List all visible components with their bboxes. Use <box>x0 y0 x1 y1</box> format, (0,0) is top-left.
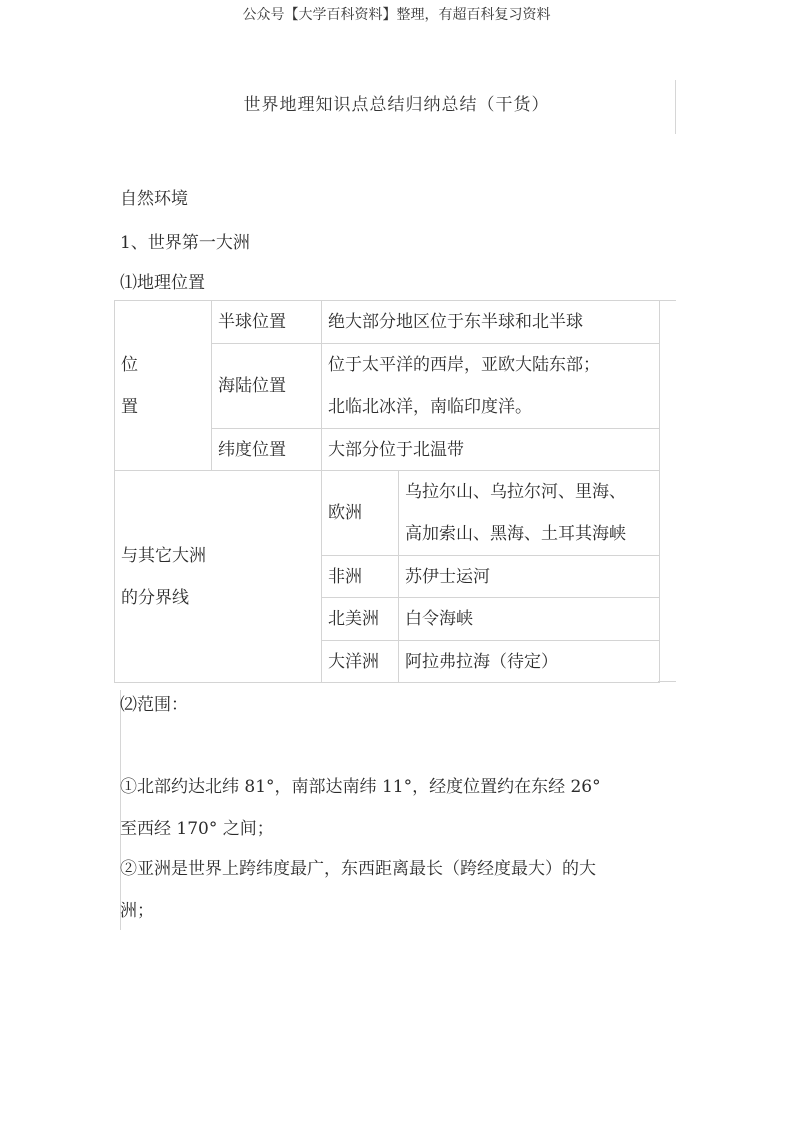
table-edge-top <box>658 300 676 301</box>
paragraph-line: ①北部约达北纬 81°，南部达南纬 11°，经度位置约在东经 26° <box>120 777 601 797</box>
boundary-value: 苏伊士运河 <box>399 556 660 598</box>
position-group-label: 位 置 <box>115 301 212 471</box>
section-heading: 自然环境 <box>120 189 188 209</box>
continent-name: 大洋洲 <box>322 641 399 683</box>
table-row <box>115 301 660 344</box>
boundary-group-label: 与其它大洲 的分界线 <box>115 471 322 683</box>
paragraph-line: 至西经 170° 之间； <box>120 819 274 839</box>
row-value: 大部分位于北温带 <box>322 429 660 471</box>
row-value: 位于太平洋的西岸，亚欧大陆东部； 北临北冰洋，南临印度洋。 <box>322 344 660 429</box>
row-key: 纬度位置 <box>212 429 322 471</box>
geography-table <box>114 300 660 683</box>
boundary-value: 白令海峡 <box>399 598 660 641</box>
row-key: 半球位置 <box>212 301 322 344</box>
table-edge-bottom <box>658 681 676 682</box>
paragraph-line: ②亚洲是世界上跨纬度最广，东西距离最长（跨经度最大）的大 <box>120 859 596 879</box>
part2-heading: ⑵范围： <box>120 695 188 715</box>
margin-rule-right <box>675 80 676 134</box>
table-row <box>115 471 660 556</box>
subsection-heading: 1、世界第一大洲 <box>120 233 250 253</box>
document-title: 世界地理知识点总结归纳总结（干货） <box>243 95 550 115</box>
continent-name: 欧洲 <box>322 471 399 556</box>
row-key: 海陆位置 <box>212 344 322 429</box>
margin-rule-left <box>120 690 121 930</box>
continent-name: 非洲 <box>322 556 399 598</box>
paragraph-line: 洲； <box>120 901 154 921</box>
boundary-value: 乌拉尔山、乌拉尔河、里海、 高加索山、黑海、土耳其海峡 <box>399 471 660 556</box>
continent-name: 北美洲 <box>322 598 399 641</box>
boundary-value: 阿拉弗拉海（待定） <box>399 641 660 683</box>
header-note: 公众号【大学百科资料】整理，有超百科复习资料 <box>242 7 551 23</box>
row-value: 绝大部分地区位于东半球和北半球 <box>322 301 660 344</box>
part1-heading: ⑴地理位置 <box>120 273 205 293</box>
